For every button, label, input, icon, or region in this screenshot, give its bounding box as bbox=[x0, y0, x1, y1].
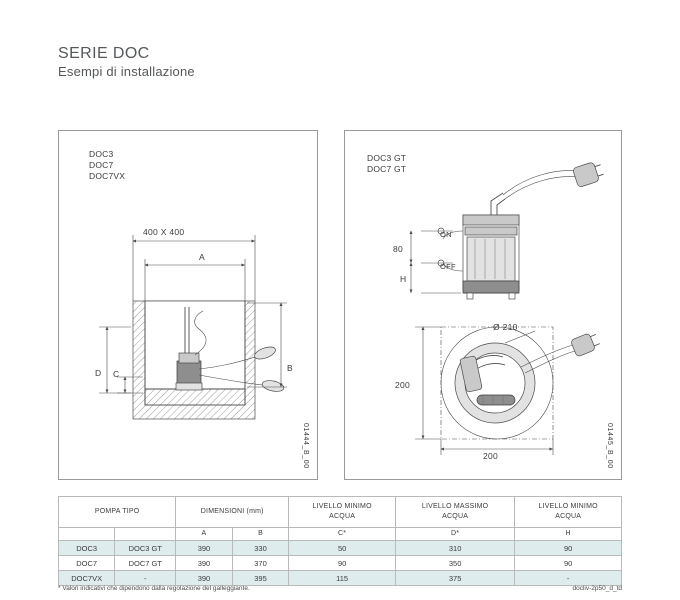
cell-b: 370 bbox=[232, 556, 289, 571]
drawing-code-left: 01444_B_00 bbox=[302, 423, 309, 469]
table-row bbox=[59, 571, 622, 586]
th-min-level-2-line1: LIVELLO MINIMO bbox=[538, 503, 598, 510]
th-min-level-2 bbox=[515, 497, 622, 528]
cell-model: DOC7 bbox=[59, 556, 115, 571]
panel-left-model-2: DOC7 bbox=[89, 160, 114, 170]
th-sub-c: C* bbox=[289, 528, 396, 541]
label-on: ON bbox=[440, 230, 452, 239]
dim-label-200-vertical: 200 bbox=[395, 380, 411, 390]
cell-a: 390 bbox=[176, 556, 233, 571]
th-min-level-line1: LIVELLO MINIMO bbox=[312, 503, 372, 510]
dim-label-h: H bbox=[400, 274, 407, 284]
panel-right-model-1: DOC3 GT bbox=[367, 153, 407, 163]
page-title bbox=[58, 44, 195, 81]
th-pump-type: POMPA TIPO bbox=[59, 497, 176, 528]
right-installation-drawing bbox=[345, 131, 621, 479]
cell-b: 330 bbox=[232, 541, 289, 556]
document-code: docliv-2p50_d_td bbox=[572, 585, 622, 592]
specifications-table bbox=[58, 496, 622, 586]
cell-a: 390 bbox=[176, 541, 233, 556]
drawing-code-right: 01445_B_00 bbox=[606, 423, 613, 469]
th-sub-a: A bbox=[176, 528, 233, 541]
left-installation-drawing bbox=[59, 131, 317, 479]
dim-label-c: C bbox=[113, 369, 120, 379]
dim-label-80: 80 bbox=[393, 244, 404, 254]
panel-left-model-1: DOC3 bbox=[89, 149, 114, 159]
cell-model-gt: DOC7 GT bbox=[115, 556, 176, 571]
th-sub-h: H bbox=[515, 528, 622, 541]
cell-h: 90 bbox=[515, 556, 622, 571]
dim-label-a: A bbox=[199, 252, 205, 262]
dim-label-b: B bbox=[287, 363, 293, 373]
cell-c: 50 bbox=[289, 541, 396, 556]
cell-d: 310 bbox=[395, 541, 514, 556]
th-max-level bbox=[395, 497, 514, 528]
cell-h: 90 bbox=[515, 541, 622, 556]
panel-left-model-3: DOC7VX bbox=[89, 171, 126, 181]
label-off: OFF bbox=[440, 262, 456, 271]
cell-model-gt: - bbox=[115, 571, 176, 586]
th-min-level-line2: ACQUA bbox=[329, 513, 356, 520]
dim-label-400x400: 400 X 400 bbox=[143, 227, 185, 237]
th-dimensions: DIMENSIONI (mm) bbox=[176, 497, 289, 528]
cell-h: - bbox=[515, 571, 622, 586]
cell-d: 375 bbox=[395, 571, 514, 586]
th-sub-1 bbox=[115, 528, 176, 541]
cell-model: DOC7VX bbox=[59, 571, 115, 586]
table-row bbox=[59, 541, 622, 556]
cell-d: 350 bbox=[395, 556, 514, 571]
cell-model-gt: DOC3 GT bbox=[115, 541, 176, 556]
dim-label-diameter: Ø 210 bbox=[493, 322, 518, 332]
series-title: SERIE DOC bbox=[58, 45, 150, 62]
cell-c: 90 bbox=[289, 556, 396, 571]
cell-a: 390 bbox=[176, 571, 233, 586]
dim-label-200-horizontal: 200 bbox=[483, 451, 499, 461]
table-row bbox=[59, 556, 622, 571]
dim-label-d: D bbox=[95, 368, 102, 378]
th-min-level-2-line2: ACQUA bbox=[555, 513, 582, 520]
th-sub-d: D* bbox=[395, 528, 514, 541]
th-sub-0 bbox=[59, 528, 115, 541]
th-max-level-line2: ACQUA bbox=[442, 513, 469, 520]
panel-right-model-2: DOC7 GT bbox=[367, 164, 407, 174]
diagram-panel-right bbox=[344, 130, 622, 480]
cell-model: DOC3 bbox=[59, 541, 115, 556]
th-min-level bbox=[289, 497, 396, 528]
th-sub-b: B bbox=[232, 528, 289, 541]
table-footnote: * Valori indicativi che dipendono dalla regolazione del galleggiante. bbox=[58, 585, 250, 592]
th-max-level-line1: LIVELLO MASSIMO bbox=[421, 503, 489, 510]
series-subtitle: Esempi di installazione bbox=[58, 64, 195, 79]
cell-b: 395 bbox=[232, 571, 289, 586]
cell-c: 115 bbox=[289, 571, 396, 586]
diagram-panel-left bbox=[58, 130, 318, 480]
